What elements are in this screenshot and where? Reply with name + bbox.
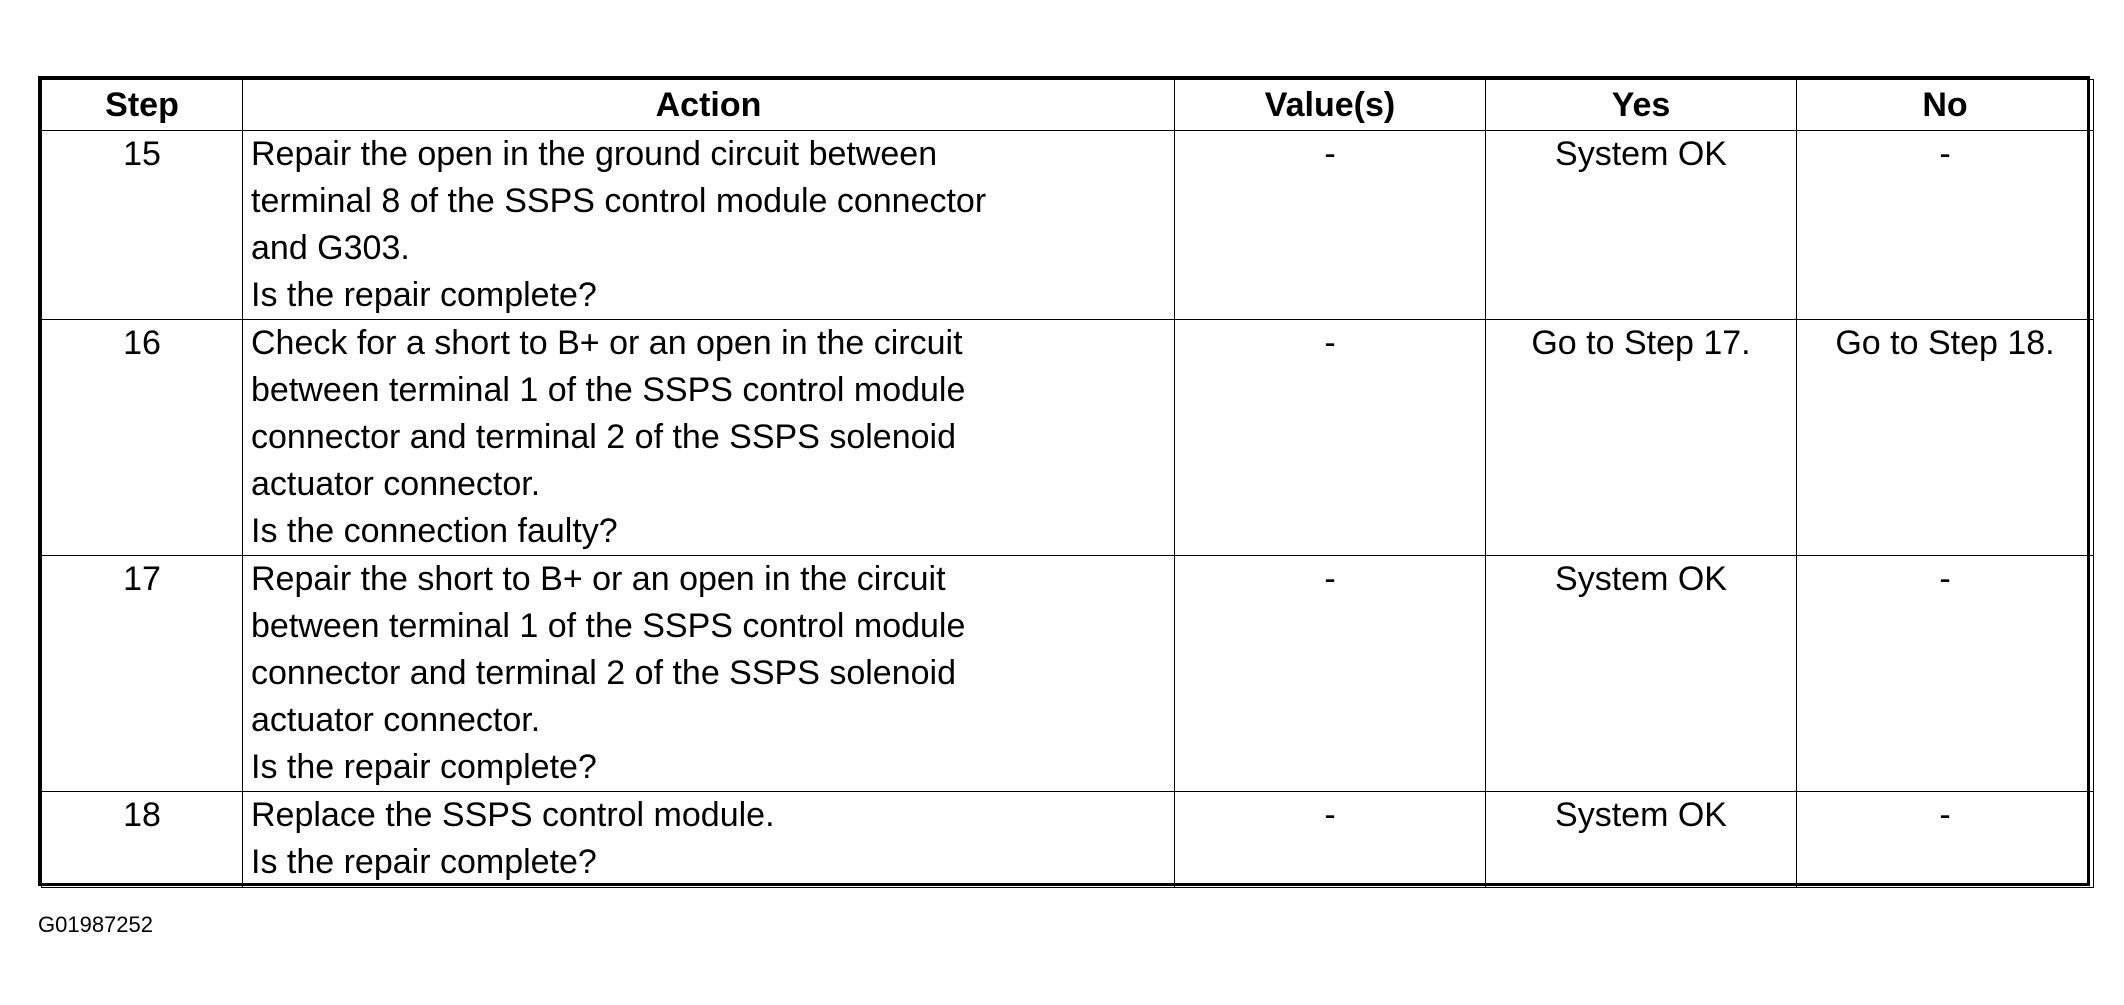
figure-code: G01987252 [38,912,153,937]
step-number: 18 [42,792,243,888]
action-line: Is the connection faulty? [251,512,618,550]
header-yes: Yes [1486,80,1797,131]
header-action: Action [243,80,1175,131]
value-cell: - [1175,131,1486,320]
action-line: between terminal 1 of the SSPS control module [251,607,966,645]
table-row [42,320,2094,556]
no-cell: - [1797,792,2094,888]
action-line: terminal 8 of the SSPS control module connector [251,182,987,220]
header-no: No [1797,80,2094,131]
action-cell [243,320,1175,556]
action-line: connector and terminal 2 of the SSPS solenoid [251,418,956,456]
header-values: Value(s) [1175,80,1486,131]
no-cell: - [1797,556,2094,792]
step-number: 17 [42,556,243,792]
yes-cell: System OK [1486,792,1797,888]
step-number: 16 [42,320,243,556]
action-line: Is the repair complete? [251,748,597,786]
yes-cell: Go to Step 17. [1486,320,1797,556]
value-cell: - [1175,556,1486,792]
yes-cell: System OK [1486,131,1797,320]
action-line: Is the repair complete? [251,276,597,314]
yes-cell: System OK [1486,556,1797,792]
action-line: between terminal 1 of the SSPS control module [251,371,966,409]
table-row [42,792,2094,888]
table-row [42,131,2094,320]
action-line: Repair the open in the ground circuit between [251,135,938,173]
no-cell: - [1797,131,2094,320]
diagnostic-steps-table [41,79,2094,888]
diagnostic-table [38,76,2090,886]
header-step: Step [42,80,243,131]
action-cell [243,131,1175,320]
action-line: and G303. [251,229,410,267]
action-cell [243,792,1175,888]
action-line: Repair the short to B+ or an open in the circuit [251,560,946,598]
action-line: actuator connector. [251,701,541,739]
action-line: Is the repair complete? [251,843,597,881]
value-cell: - [1175,320,1486,556]
no-cell: Go to Step 18. [1797,320,2094,556]
header-row [42,80,2094,131]
action-cell [243,556,1175,792]
action-line: Check for a short to B+ or an open in the circuit [251,324,963,362]
action-line: Replace the SSPS control module. [251,796,775,834]
value-cell: - [1175,792,1486,888]
action-line: connector and terminal 2 of the SSPS solenoid [251,654,956,692]
table-row [42,556,2094,792]
step-number: 15 [42,131,243,320]
action-line: actuator connector. [251,465,541,503]
